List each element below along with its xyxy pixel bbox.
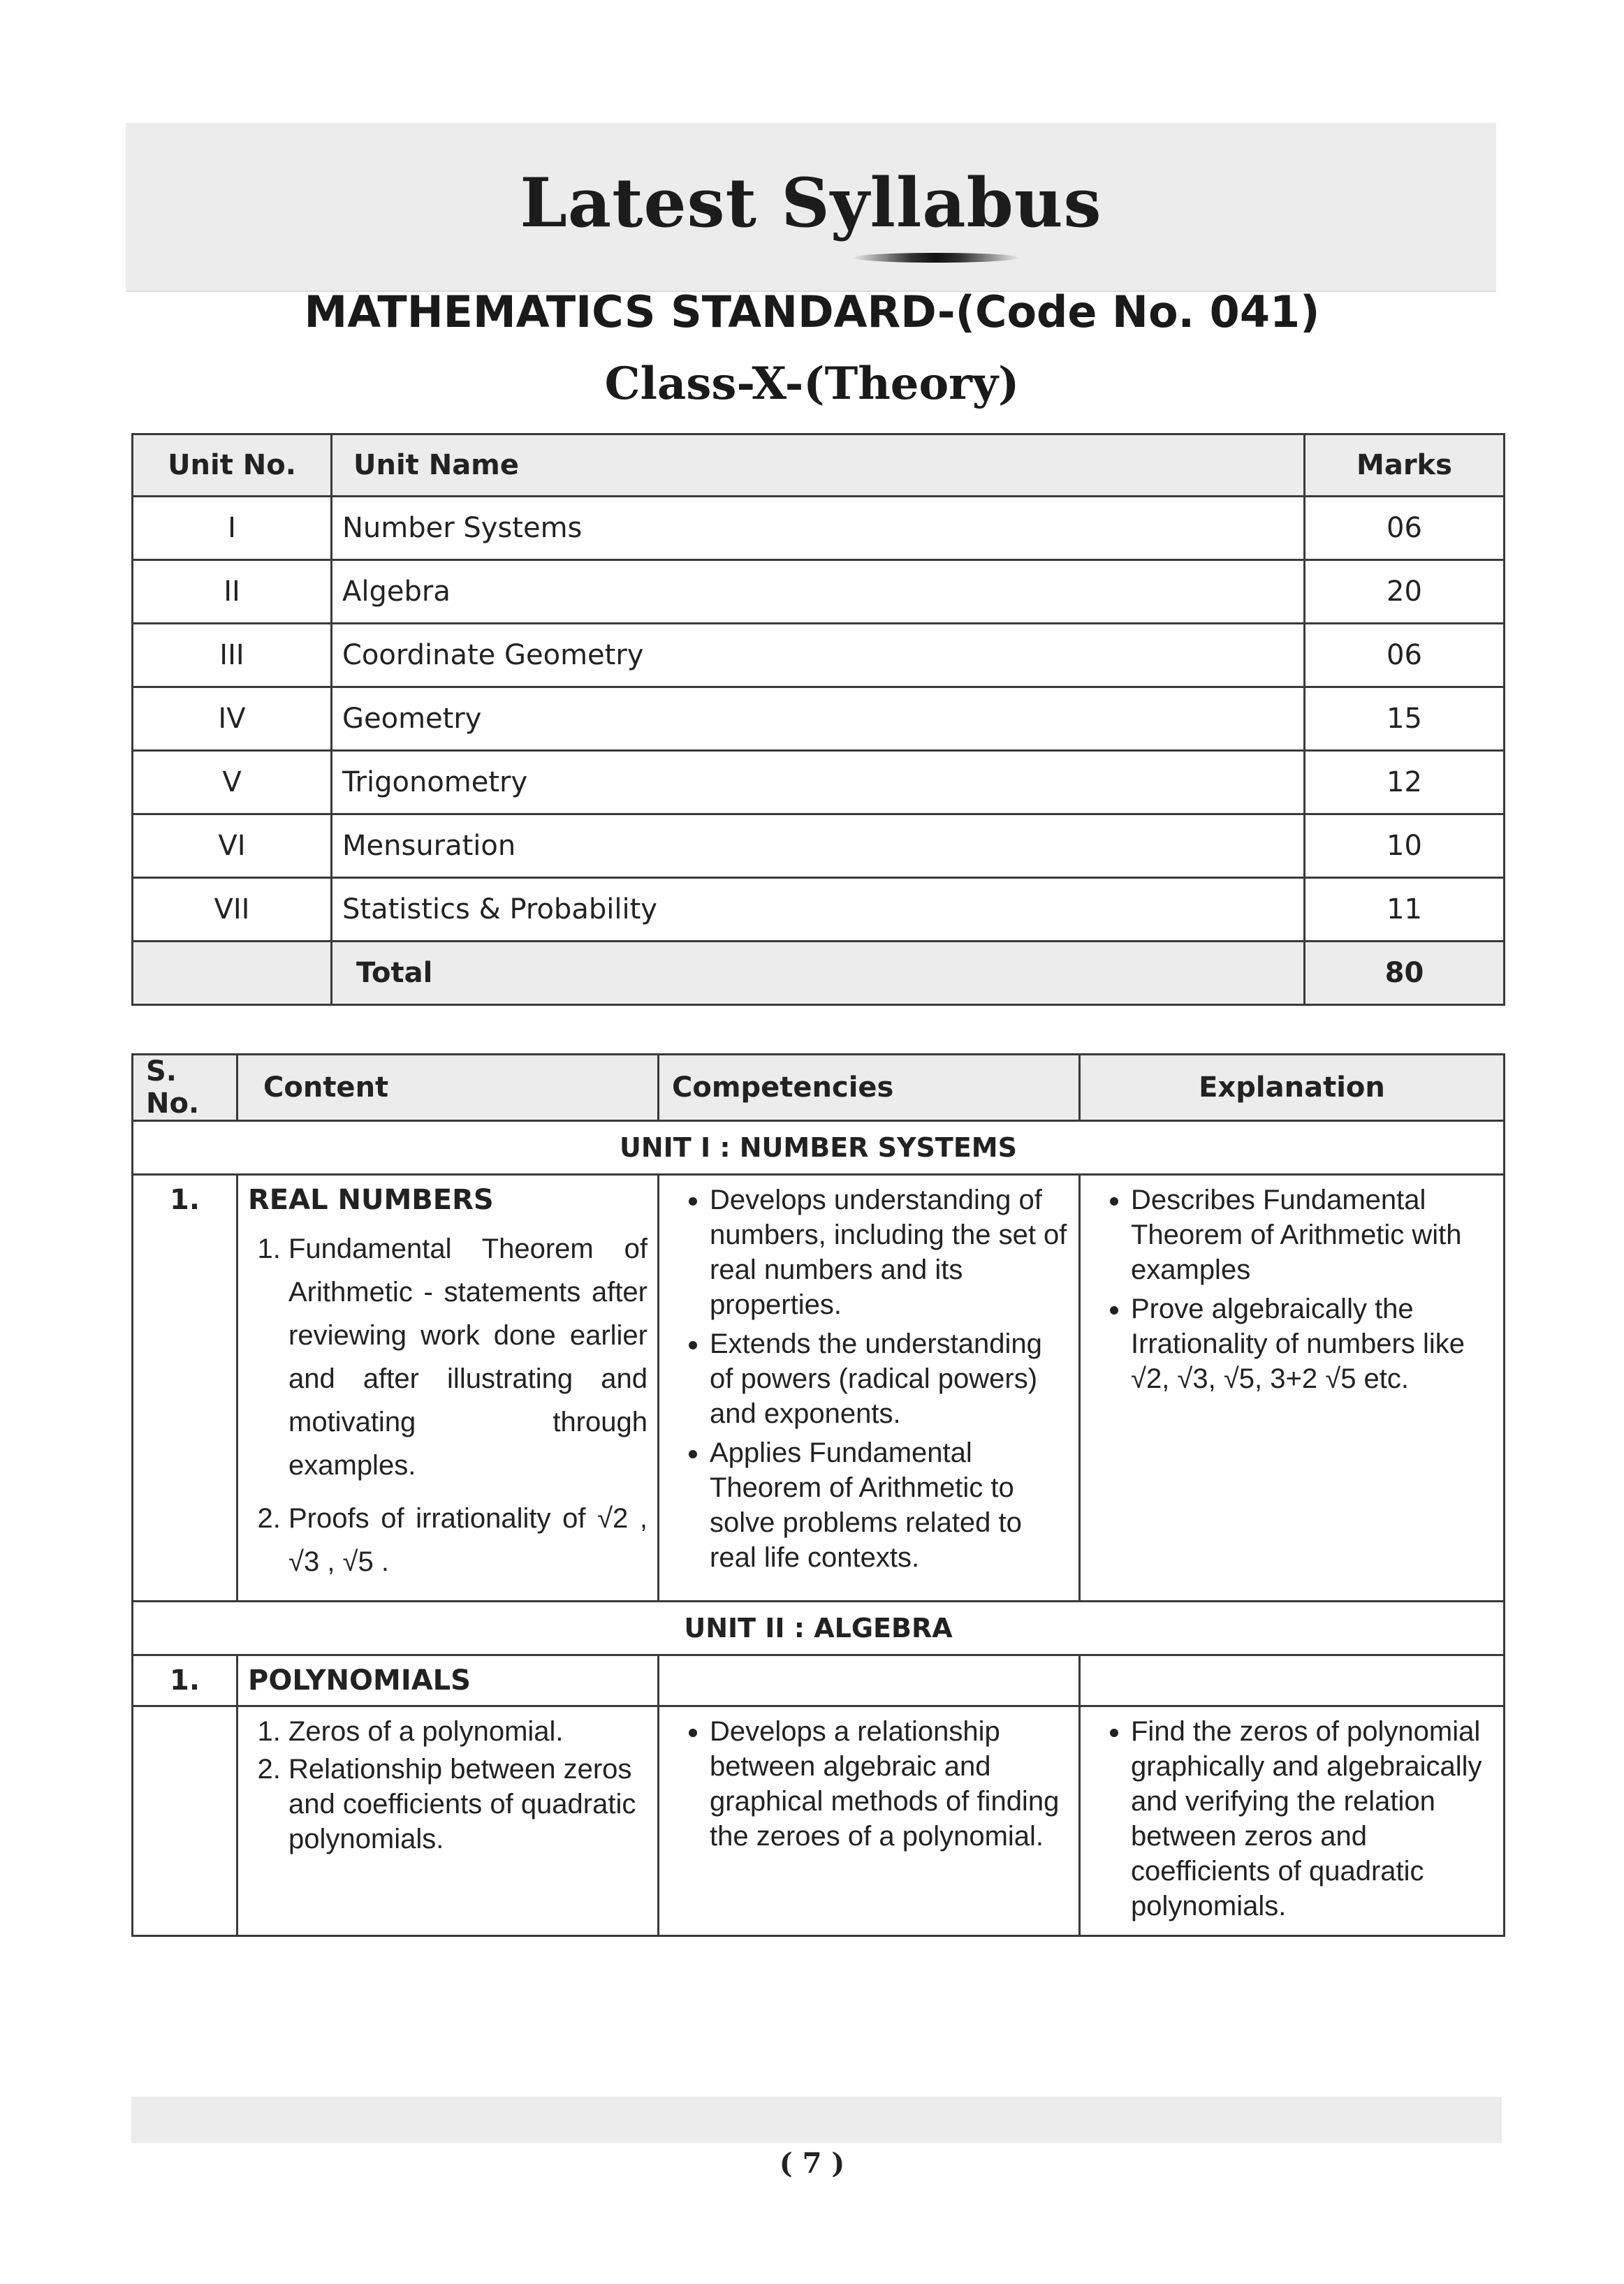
table-row <box>133 1706 1505 1936</box>
content-list <box>248 1227 648 1583</box>
unit-no: V <box>133 751 332 814</box>
total-marks: 80 <box>1305 942 1505 1005</box>
topic-title: POLYNOMIALS <box>248 1664 471 1697</box>
table-row <box>133 1175 1505 1602</box>
competencies-list <box>669 1183 1069 1575</box>
unit-heading-row <box>133 1121 1505 1175</box>
total-row <box>133 942 1505 1005</box>
unit-no: II <box>133 560 332 624</box>
unit-marks: 20 <box>1305 560 1505 624</box>
unit-marks: 06 <box>1305 624 1505 687</box>
unit-name: Trigonometry <box>332 751 1305 814</box>
unit-name: Number Systems <box>332 497 1305 560</box>
table-row <box>133 878 1505 942</box>
competencies-cell <box>659 1706 1080 1936</box>
competencies-list <box>669 1714 1069 1854</box>
table-row <box>133 560 1505 624</box>
header-marks: Marks <box>1305 434 1505 497</box>
title-underline-swoosh <box>852 253 1020 263</box>
content-cell <box>237 1175 659 1602</box>
table-row <box>133 751 1505 814</box>
unit-name: Statistics & Probability <box>332 878 1305 942</box>
list-item: 2. Relationship between zeros and coefficients of quadratic polynomials. <box>288 1752 648 1857</box>
serial-number: 1. <box>133 1175 237 1602</box>
unit-heading-row <box>133 1602 1505 1655</box>
unit-no: I <box>133 497 332 560</box>
marks-table-header <box>133 434 1505 497</box>
list-item: • Develops a relationship between algebraic and graphical methods of finding the zeroes of a polynomial. <box>710 1714 1069 1854</box>
table-row <box>133 814 1505 878</box>
list-item: • Find the zeros of polynomial graphically and algebraically and verifying the relation between zeros and coefficients of quadratic polynomials. <box>1131 1714 1493 1924</box>
table-row <box>133 624 1505 687</box>
unit-marks: 15 <box>1305 687 1505 751</box>
unit-name: Geometry <box>332 687 1305 751</box>
unit-marks: 10 <box>1305 814 1505 878</box>
class-title: Class-X-(Theory) <box>604 358 1020 410</box>
marks-table <box>131 433 1505 1006</box>
content-table-header <box>133 1055 1505 1121</box>
unit-name: Algebra <box>332 560 1305 624</box>
table-row <box>133 1655 1505 1706</box>
unit-marks: 11 <box>1305 878 1505 942</box>
list-item: 2. Proofs of irrationality of √2 , √3 , √5 . <box>288 1497 648 1583</box>
list-item: • Applies Fundamental Theorem of Arithmetic to solve problems related to real life contexts. <box>710 1435 1069 1575</box>
empty-cell <box>133 1706 237 1936</box>
unit-heading: UNIT I : NUMBER SYSTEMS <box>133 1121 1505 1175</box>
explanation-cell <box>1080 1175 1505 1602</box>
unit-no: III <box>133 624 332 687</box>
list-item: 1. Fundamental Theorem of Arithmetic - statements after reviewing work done earlier and after illustrating and motivating through examples. <box>288 1227 648 1487</box>
header-banner <box>126 123 1496 292</box>
unit-no: VII <box>133 878 332 942</box>
unit-heading: UNIT II : ALGEBRA <box>133 1602 1505 1655</box>
total-empty-cell <box>133 942 332 1005</box>
header-content: Content <box>237 1055 659 1121</box>
explanation-list <box>1090 1714 1493 1924</box>
table-row <box>133 687 1505 751</box>
explanation-cell <box>1080 1706 1505 1936</box>
unit-marks: 12 <box>1305 751 1505 814</box>
unit-name: Coordinate Geometry <box>332 624 1305 687</box>
header-competencies: Competencies <box>659 1055 1080 1121</box>
header-explanation: Explanation <box>1080 1055 1505 1121</box>
subject-title: MATHEMATICS STANDARD-(Code No. 041) <box>304 286 1320 337</box>
empty-cell <box>1080 1655 1505 1706</box>
unit-no: IV <box>133 687 332 751</box>
list-item: • Extends the understanding of powers (radical powers) and exponents. <box>710 1326 1069 1431</box>
total-label: Total <box>332 942 1305 1005</box>
competencies-cell <box>659 1175 1080 1602</box>
header-sno: S. No. <box>133 1055 237 1121</box>
header-unit-no: Unit No. <box>133 434 332 497</box>
content-list <box>248 1714 648 1857</box>
content-cell <box>237 1655 659 1706</box>
content-cell <box>237 1706 659 1936</box>
list-item: • Describes Fundamental Theorem of Arithmetic with examples <box>1131 1183 1493 1287</box>
unit-no: VI <box>133 814 332 878</box>
topic-title: REAL NUMBERS <box>248 1184 494 1216</box>
unit-name: Mensuration <box>332 814 1305 878</box>
list-item: • Develops understanding of numbers, including the set of real numbers and its properties. <box>710 1183 1069 1322</box>
footer-bar <box>131 2097 1502 2143</box>
content-table <box>131 1053 1505 1937</box>
header-unit-name: Unit Name <box>332 434 1305 497</box>
banner-title: Latest Syllabus <box>520 163 1102 242</box>
table-row <box>133 497 1505 560</box>
explanation-list <box>1090 1183 1493 1396</box>
list-item: 1. Zeros of a polynomial. <box>288 1714 648 1749</box>
page-number: ( 7 ) <box>779 2147 845 2180</box>
serial-number: 1. <box>133 1655 237 1706</box>
unit-marks: 06 <box>1305 497 1505 560</box>
list-item: • Prove algebraically the Irrationality of numbers like √2, √3, √5, 3+2 √5 etc. <box>1131 1291 1493 1396</box>
empty-cell <box>659 1655 1080 1706</box>
